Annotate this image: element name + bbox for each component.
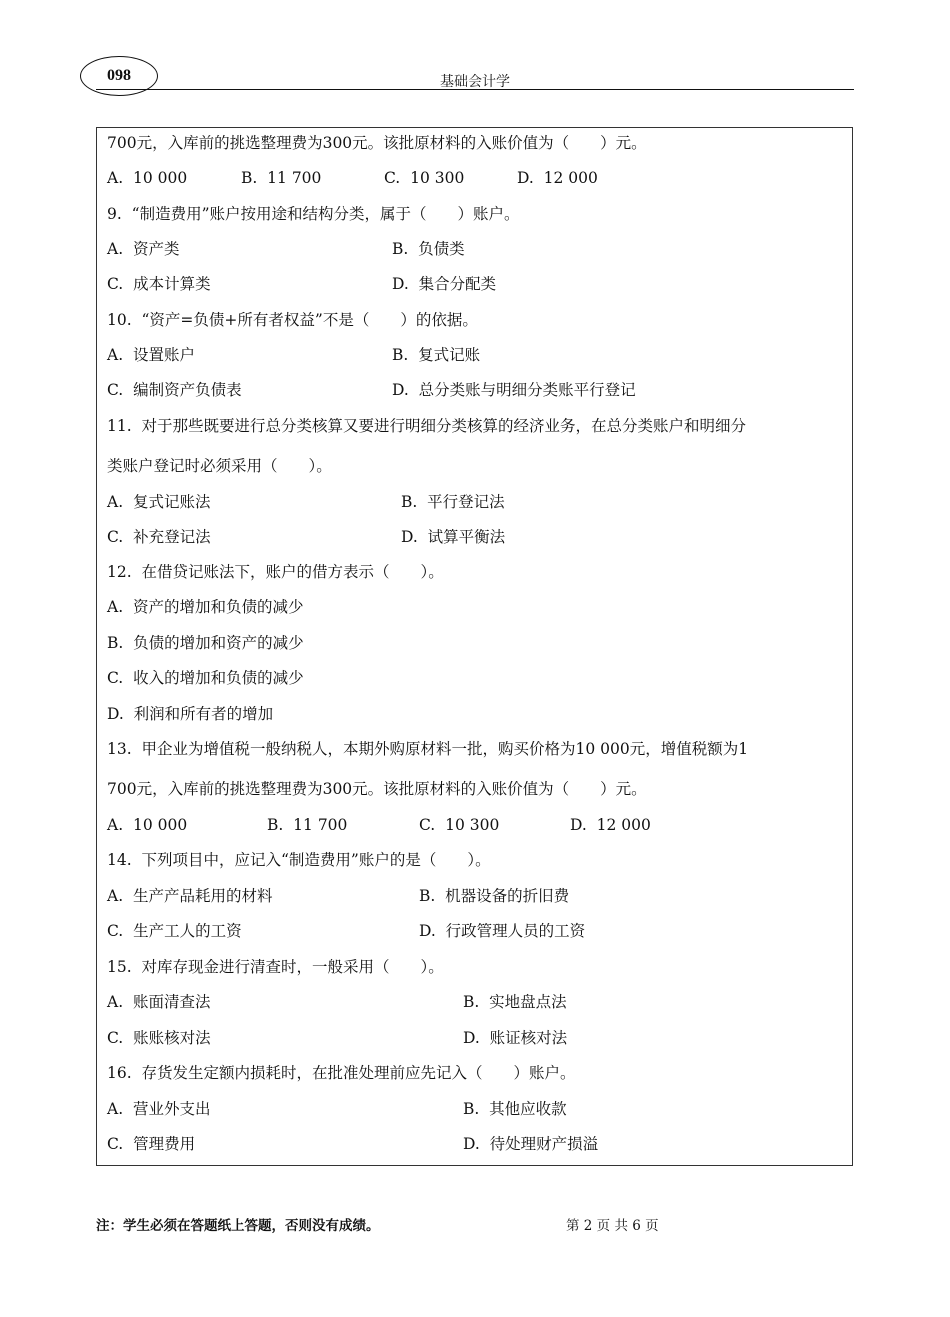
question-8-tail: 700元，入库前的挑选整理费为300元。该批原材料的入账价值为（ ）元。 bbox=[107, 134, 647, 152]
question-14-option-b: B. 机器设备的折旧费 bbox=[419, 887, 570, 905]
question-10: 10. “资产=负债+所有者权益”不是（ ）的依据。 bbox=[107, 311, 478, 329]
question-15-option-b: B. 实地盘点法 bbox=[463, 993, 567, 1011]
question-16: 16. 存货发生定额内损耗时，在批准处理前应先记入（ ）账户。 bbox=[107, 1064, 576, 1082]
question-15-option-d: D. 账证核对法 bbox=[463, 1029, 568, 1047]
question-16-option-d: D. 待处理财产损溢 bbox=[463, 1135, 599, 1153]
header-title: 基础会计学 bbox=[440, 74, 510, 90]
question-14-option-d: D. 行政管理人员的工资 bbox=[419, 922, 586, 940]
question-12-option-b: B. 负债的增加和资产的减少 bbox=[107, 634, 304, 652]
question-9-option-b: B. 负债类 bbox=[392, 240, 465, 258]
question-13-line-2: 700元，入库前的挑选整理费为300元。该批原材料的入账价值为（ ）元。 bbox=[107, 780, 647, 798]
question-16-option-b: B. 其他应收款 bbox=[463, 1100, 567, 1118]
question-11-option-a: A. 复式记账法 bbox=[107, 493, 211, 511]
question-9-option-d: D. 集合分配类 bbox=[392, 275, 497, 293]
question-13-option-d: D. 12 000 bbox=[570, 816, 651, 834]
question-15: 15. 对库存现金进行清查时，一般采用（ ）。 bbox=[107, 958, 444, 976]
question-13-option-b: B. 11 700 bbox=[267, 816, 348, 834]
question-14: 14. 下列项目中，应记入“制造费用”账户的是（ ）。 bbox=[107, 851, 491, 869]
question-12-option-c: C. 收入的增加和负债的减少 bbox=[107, 669, 304, 687]
question-14-option-a: A. 生产产品耗用的材料 bbox=[107, 887, 273, 905]
question-12-option-d: D. 利润和所有者的增加 bbox=[107, 705, 274, 723]
question-9-option-c: C. 成本计算类 bbox=[107, 275, 211, 293]
exam-code-badge: 098 bbox=[80, 56, 158, 96]
question-13-option-a: A. 10 000 bbox=[107, 816, 188, 834]
question-13-option-c: C. 10 300 bbox=[419, 816, 500, 834]
question-10-option-a: A. 设置账户 bbox=[107, 346, 195, 364]
question-8-option-a: A. 10 000 bbox=[107, 169, 188, 187]
question-10-option-c: C. 编制资产负债表 bbox=[107, 381, 242, 399]
question-11-option-d: D. 试算平衡法 bbox=[401, 528, 506, 546]
question-15-option-a: A. 账面清查法 bbox=[107, 993, 211, 1011]
question-9: 9. “制造费用”账户按用途和结构分类，属于（ ）账户。 bbox=[107, 205, 520, 223]
header-divider bbox=[96, 89, 854, 90]
question-14-option-c: C. 生产工人的工资 bbox=[107, 922, 242, 940]
question-8-option-b: B. 11 700 bbox=[241, 169, 322, 187]
question-11-option-b: B. 平行登记法 bbox=[401, 493, 505, 511]
question-12-option-a: A. 资产的增加和负债的减少 bbox=[107, 598, 304, 616]
page-number: 第 2 页 共 6 页 bbox=[566, 1218, 659, 1234]
question-12: 12. 在借贷记账法下，账户的借方表示（ ）。 bbox=[107, 563, 444, 581]
question-16-option-a: A. 营业外支出 bbox=[107, 1100, 211, 1118]
question-9-option-a: A. 资产类 bbox=[107, 240, 180, 258]
question-8-option-d: D. 12 000 bbox=[517, 169, 598, 187]
question-10-option-b: B. 复式记账 bbox=[392, 346, 481, 364]
question-11-option-c: C. 补充登记法 bbox=[107, 528, 211, 546]
question-8-option-c: C. 10 300 bbox=[384, 169, 465, 187]
footer-note: 注：学生必须在答题纸上答题，否则没有成绩。 bbox=[96, 1218, 380, 1234]
question-11-line-1: 11. 对于那些既要进行总分类核算又要进行明细分类核算的经济业务，在总分类账户和明细分 bbox=[107, 417, 747, 435]
question-box bbox=[96, 127, 853, 1166]
question-16-option-c: C. 管理费用 bbox=[107, 1135, 196, 1153]
question-11-line-2: 类账户登记时必须采用（ ）。 bbox=[107, 457, 332, 475]
question-13-line-1: 13. 甲企业为增值税一般纳税人，本期外购原材料一批，购买价格为10 000元，增值税额为1 bbox=[107, 740, 749, 758]
question-15-option-c: C. 账账核对法 bbox=[107, 1029, 211, 1047]
question-10-option-d: D. 总分类账与明细分类账平行登记 bbox=[392, 381, 636, 399]
